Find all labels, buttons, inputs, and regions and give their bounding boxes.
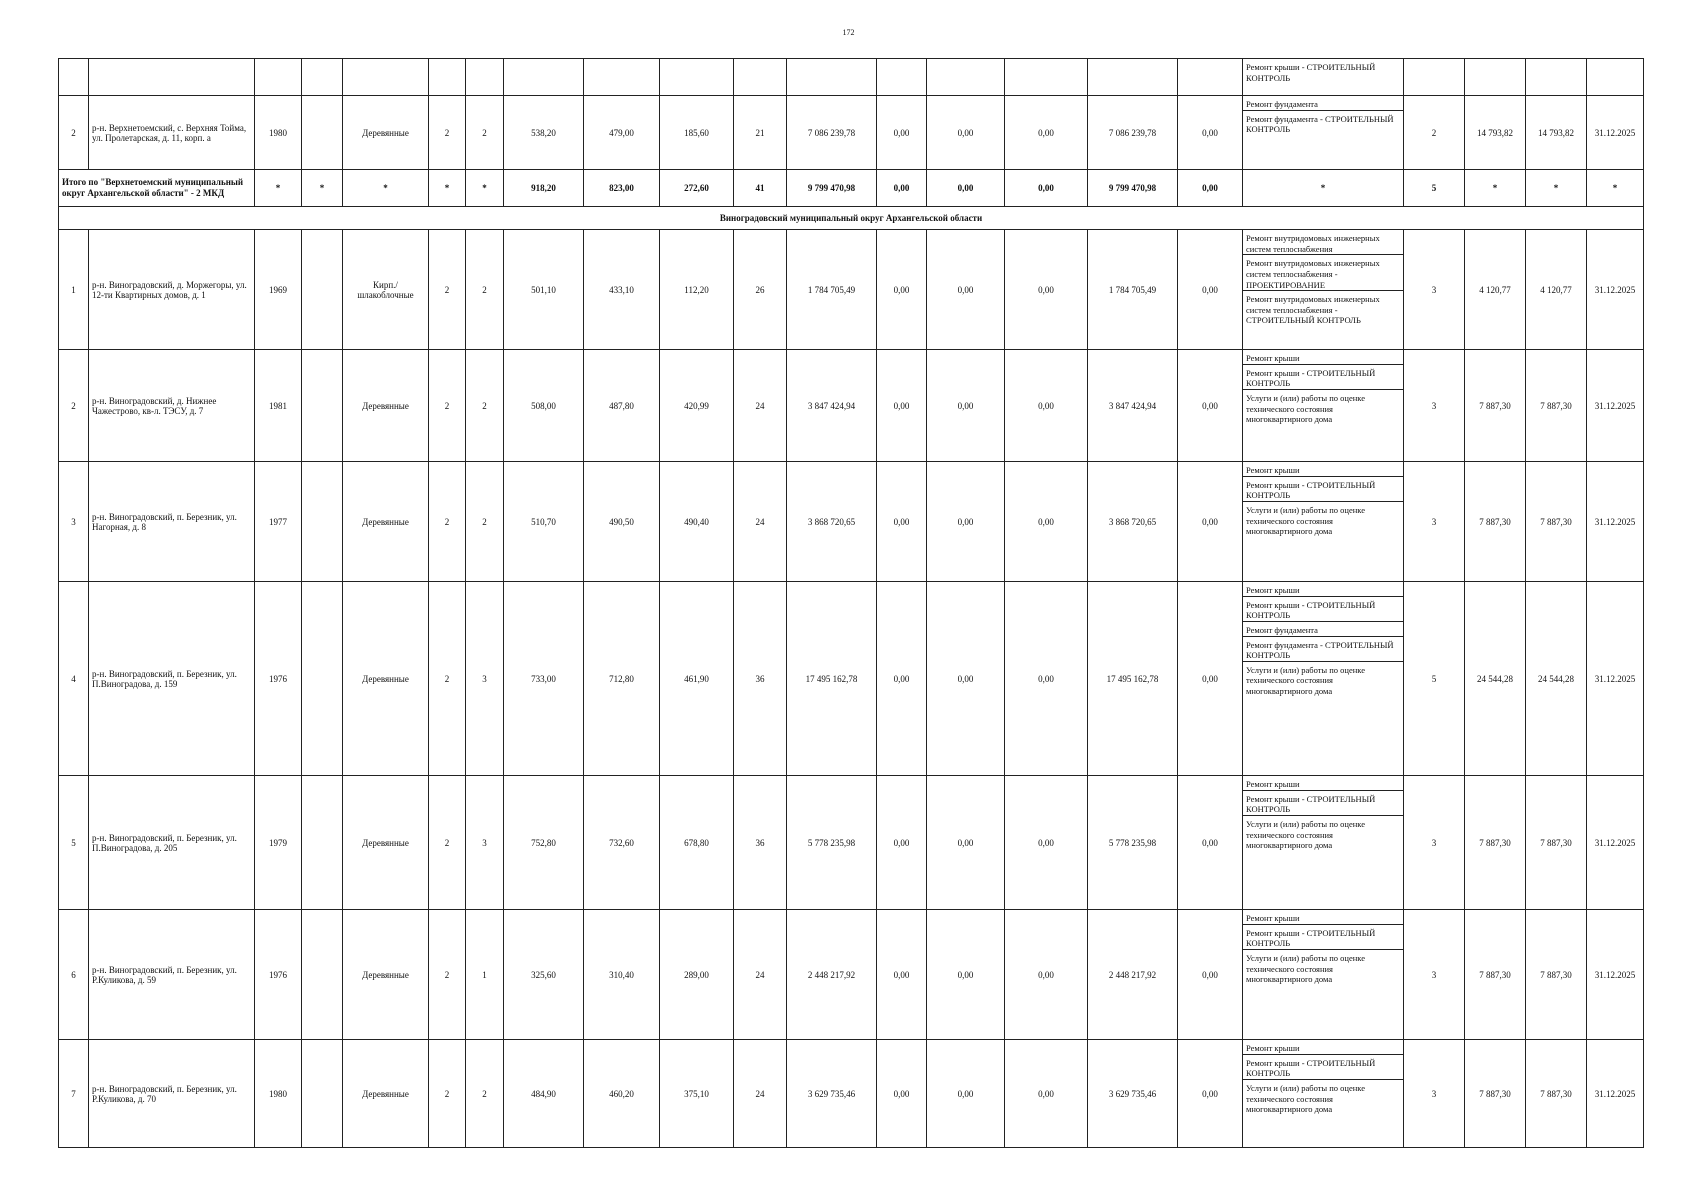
fund-other-cell: 0,00 <box>1178 582 1243 776</box>
max-cost-cell: 14 793,82 <box>1526 96 1587 170</box>
work-item: Ремонт фундамента - СТРОИТЕЛЬНЫЙ КОНТРОЛЬ <box>1243 637 1403 662</box>
area-total-cell: 325,60 <box>504 910 584 1040</box>
work-item: Ремонт внутридомовых инженерных систем теплоснабжения <box>1243 230 1403 255</box>
year-cell: 1977 <box>255 462 302 582</box>
entrances-cell: 2 <box>466 350 504 462</box>
works-count-cell: 3 <box>1404 776 1465 910</box>
row-number: 3 <box>59 462 89 582</box>
area-residential-cell: 420,99 <box>660 350 734 462</box>
work-item: Ремонт крыши - СТРОИТЕЛЬНЫЙ КОНТРОЛЬ <box>1243 477 1403 502</box>
work-item: Ремонт крыши <box>1243 350 1403 365</box>
area-living-cell: 490,50 <box>584 462 660 582</box>
area-living-cell: 433,10 <box>584 230 660 350</box>
unit-cost-cell: 7 887,30 <box>1465 776 1526 910</box>
cost-total-cell: 1 784 705,49 <box>787 230 877 350</box>
fund-owners-cell: 17 495 162,78 <box>1088 582 1178 776</box>
district-header: Виноградовский муниципальный округ Архангельской области <box>59 207 1644 230</box>
max-cost-cell: 7 887,30 <box>1526 462 1587 582</box>
work-item: Ремонт крыши - СТРОИТЕЛЬНЫЙ КОНТРОЛЬ <box>1246 62 1376 83</box>
work-item: Ремонт крыши - СТРОИТЕЛЬНЫЙ КОНТРОЛЬ <box>1243 791 1403 816</box>
address-cell: р-н. Виноградовский, п. Березник, ул. Р.Куликова, д. 59 <box>89 910 255 1040</box>
cost-total-cell: 17 495 162,78 <box>787 582 877 776</box>
fund-federal-cell: 0,00 <box>877 462 927 582</box>
year-cell: 1976 <box>255 910 302 1040</box>
address-cell: р-н. Виноградовский, п. Березник, ул. Нагорная, д. 8 <box>89 462 255 582</box>
capital-repair-table <box>58 58 1644 1148</box>
address-cell: р-н. Виноградовский, д. Нижнее Чажестрово, кв-л. ТЭСУ, д. 7 <box>89 350 255 462</box>
deadline-cell: 31.12.2025 <box>1587 776 1644 910</box>
work-item: Ремонт крыши - СТРОИТЕЛЬНЫЙ КОНТРОЛЬ <box>1243 1055 1403 1080</box>
work-item: Ремонт фундамента - СТРОИТЕЛЬНЫЙ КОНТРОЛЬ <box>1246 113 1394 135</box>
table-row <box>59 350 1644 462</box>
area-total-cell: 538,20 <box>504 96 584 170</box>
area-residential-cell: 678,80 <box>660 776 734 910</box>
wall-material-cell: Деревянные <box>343 910 429 1040</box>
fund-municipal-cell: 0,00 <box>1005 462 1088 582</box>
area-total-cell: 510,70 <box>504 462 584 582</box>
max-cost-cell: 7 887,30 <box>1526 1040 1587 1148</box>
works-count-cell: 3 <box>1404 462 1465 582</box>
works-count-cell: 2 <box>1404 96 1465 170</box>
cost-total-cell: 7 086 239,78 <box>787 96 877 170</box>
max-cost-cell: 24 544,28 <box>1526 582 1587 776</box>
fund-municipal-cell: 0,00 <box>1005 230 1088 350</box>
fund-other-cell: 0,00 <box>1178 776 1243 910</box>
area-total-cell: 508,00 <box>504 350 584 462</box>
area-total-cell: 733,00 <box>504 582 584 776</box>
deadline-cell: 31.12.2025 <box>1587 1040 1644 1148</box>
deadline-cell: 31.12.2025 <box>1587 96 1644 170</box>
table-row <box>59 59 1644 96</box>
floors-cell: 2 <box>429 910 466 1040</box>
unit-cost-cell: 7 887,30 <box>1465 910 1526 1040</box>
work-item: Ремонт крыши <box>1243 582 1403 597</box>
area-residential-cell: 185,60 <box>660 96 734 170</box>
work-item: Ремонт крыши <box>1243 1040 1403 1055</box>
unit-cost-cell: 7 887,30 <box>1465 350 1526 462</box>
row-number: 7 <box>59 1040 89 1148</box>
work-item: Услуги и (или) работы по оценке технического состояния многоквартирного дома <box>1246 818 1365 851</box>
entrances-cell: 1 <box>466 910 504 1040</box>
wall-material-cell: Деревянные <box>343 1040 429 1148</box>
fund-federal-cell: 0,00 <box>877 96 927 170</box>
cost-total-cell: 3 868 720,65 <box>787 462 877 582</box>
wall-material-cell: Деревянные <box>343 462 429 582</box>
residents-cell: 21 <box>734 96 787 170</box>
unit-cost-cell: 7 887,30 <box>1465 462 1526 582</box>
fund-regional-cell: 0,00 <box>927 96 1005 170</box>
district-header-row <box>59 207 1644 230</box>
residents-cell: 36 <box>734 582 787 776</box>
work-item: Ремонт крыши - СТРОИТЕЛЬНЫЙ КОНТРОЛЬ <box>1243 597 1403 622</box>
work-item: Услуги и (или) работы по оценке технического состояния многоквартирного дома <box>1246 952 1365 985</box>
deadline-cell: 31.12.2025 <box>1587 230 1644 350</box>
unit-cost-cell: 4 120,77 <box>1465 230 1526 350</box>
max-cost-cell: 7 887,30 <box>1526 910 1587 1040</box>
works-count-cell: 3 <box>1404 1040 1465 1148</box>
area-residential-cell: 112,20 <box>660 230 734 350</box>
total-star: * <box>466 170 504 207</box>
work-list <box>1243 350 1404 462</box>
fund-federal-cell: 0,00 <box>877 910 927 1040</box>
work-item: Ремонт фундамента <box>1243 96 1403 111</box>
residents-cell: 24 <box>734 1040 787 1148</box>
total-row <box>59 170 1644 207</box>
total-residents: 41 <box>734 170 787 207</box>
max-cost-cell: 4 120,77 <box>1526 230 1587 350</box>
cost-total-cell: 2 448 217,92 <box>787 910 877 1040</box>
entrances-cell: 3 <box>466 582 504 776</box>
work-item: Услуги и (или) работы по оценке технического состояния многоквартирного дома <box>1246 392 1365 425</box>
total-fund-federal: 0,00 <box>877 170 927 207</box>
fund-other-cell: 0,00 <box>1178 1040 1243 1148</box>
fund-federal-cell: 0,00 <box>877 1040 927 1148</box>
work-item: Ремонт крыши <box>1243 462 1403 477</box>
residents-cell: 26 <box>734 230 787 350</box>
address-cell: р-н. Верхнетоемский, с. Верхняя Тойма, ул. Пролетарская, д. 11, корп. а <box>89 96 255 170</box>
total-cost: 9 799 470,98 <box>787 170 877 207</box>
work-item: Ремонт крыши - СТРОИТЕЛЬНЫЙ КОНТРОЛЬ <box>1243 925 1403 950</box>
deadline-cell: 31.12.2025 <box>1587 350 1644 462</box>
page-number: 172 <box>842 28 855 37</box>
work-list <box>1243 776 1404 910</box>
fund-federal-cell: 0,00 <box>877 582 927 776</box>
work-list <box>1243 1040 1404 1148</box>
unit-cost-cell: 7 887,30 <box>1465 1040 1526 1148</box>
fund-owners-cell: 2 448 217,92 <box>1088 910 1178 1040</box>
residents-cell: 24 <box>734 910 787 1040</box>
work-item: Ремонт крыши <box>1243 910 1403 925</box>
work-list <box>1243 59 1404 96</box>
area-living-cell: 310,40 <box>584 910 660 1040</box>
fund-regional-cell: 0,00 <box>927 1040 1005 1148</box>
residents-cell: 24 <box>734 462 787 582</box>
works-count-cell: 5 <box>1404 582 1465 776</box>
total-area-total: 918,20 <box>504 170 584 207</box>
cost-total-cell: 3 629 735,46 <box>787 1040 877 1148</box>
fund-other-cell: 0,00 <box>1178 350 1243 462</box>
area-total-cell: 501,10 <box>504 230 584 350</box>
table-row <box>59 582 1644 776</box>
table-row <box>59 910 1644 1040</box>
wall-material-cell: Деревянные <box>343 582 429 776</box>
fund-other-cell: 0,00 <box>1178 96 1243 170</box>
total-works-count: 5 <box>1404 170 1465 207</box>
area-total-cell: 752,80 <box>504 776 584 910</box>
address-cell: р-н. Виноградовский, п. Березник, ул. П.Виноградова, д. 159 <box>89 582 255 776</box>
works-count-cell: 3 <box>1404 910 1465 1040</box>
work-list <box>1243 96 1404 170</box>
fund-municipal-cell: 0,00 <box>1005 96 1088 170</box>
year-cell: 1969 <box>255 230 302 350</box>
area-living-cell: 732,60 <box>584 776 660 910</box>
total-area-living: 823,00 <box>584 170 660 207</box>
total-star: * <box>1526 170 1587 207</box>
deadline-cell: 31.12.2025 <box>1587 910 1644 1040</box>
fund-federal-cell: 0,00 <box>877 230 927 350</box>
row-number: 2 <box>59 350 89 462</box>
fund-municipal-cell: 0,00 <box>1005 1040 1088 1148</box>
total-fund-regional: 0,00 <box>927 170 1005 207</box>
wall-material-cell: Кирп./ шлакоблочные <box>343 230 429 350</box>
total-fund-municipal: 0,00 <box>1005 170 1088 207</box>
table-row <box>59 462 1644 582</box>
deadline-cell: 31.12.2025 <box>1587 582 1644 776</box>
floors-cell: 2 <box>429 230 466 350</box>
fund-owners-cell: 1 784 705,49 <box>1088 230 1178 350</box>
total-label: Итого по "Верхнетоемский муниципальный округ Архангельской области" - 2 МКД <box>59 170 255 207</box>
fund-regional-cell: 0,00 <box>927 462 1005 582</box>
total-star: * <box>302 170 343 207</box>
work-item: Ремонт внутридомовых инженерных систем теплоснабжения - СТРОИТЕЛЬНЫЙ КОНТРОЛЬ <box>1246 294 1380 326</box>
total-star: * <box>1465 170 1526 207</box>
year-cell-2 <box>302 462 343 582</box>
floors-cell: 2 <box>429 350 466 462</box>
fund-owners-cell: 7 086 239,78 <box>1088 96 1178 170</box>
floors-cell: 2 <box>429 1040 466 1148</box>
fund-municipal-cell: 0,00 <box>1005 582 1088 776</box>
area-living-cell: 460,20 <box>584 1040 660 1148</box>
total-fund-owners: 9 799 470,98 <box>1088 170 1178 207</box>
year-cell-2 <box>302 582 343 776</box>
row-number: 2 <box>59 96 89 170</box>
year-cell-2 <box>302 230 343 350</box>
fund-regional-cell: 0,00 <box>927 910 1005 1040</box>
works-count-cell: 3 <box>1404 230 1465 350</box>
area-living-cell: 479,00 <box>584 96 660 170</box>
work-item: Услуги и (или) работы по оценке технического состояния многоквартирного дома <box>1246 1082 1365 1115</box>
fund-owners-cell: 3 629 735,46 <box>1088 1040 1178 1148</box>
work-list <box>1243 462 1404 582</box>
fund-regional-cell: 0,00 <box>927 582 1005 776</box>
floors-cell: 2 <box>429 776 466 910</box>
table-row <box>59 776 1644 910</box>
work-item: Ремонт фундамента <box>1243 622 1403 637</box>
entrances-cell: 2 <box>466 96 504 170</box>
total-fund-other: 0,00 <box>1178 170 1243 207</box>
address-cell: р-н. Виноградовский, п. Березник, ул. Р.Куликова, д. 70 <box>89 1040 255 1148</box>
row-number: 5 <box>59 776 89 910</box>
year-cell: 1980 <box>255 96 302 170</box>
area-living-cell: 712,80 <box>584 582 660 776</box>
fund-federal-cell: 0,00 <box>877 776 927 910</box>
area-total-cell: 484,90 <box>504 1040 584 1148</box>
works-count-cell: 3 <box>1404 350 1465 462</box>
fund-federal-cell: 0,00 <box>877 350 927 462</box>
work-item: Услуги и (или) работы по оценке технического состояния многоквартирного дома <box>1246 664 1365 696</box>
floors-cell: 2 <box>429 462 466 582</box>
table-row <box>59 230 1644 350</box>
unit-cost-cell: 14 793,82 <box>1465 96 1526 170</box>
year-cell: 1980 <box>255 1040 302 1148</box>
total-area-residential: 272,60 <box>660 170 734 207</box>
table-row <box>59 96 1644 170</box>
fund-municipal-cell: 0,00 <box>1005 910 1088 1040</box>
work-list <box>1243 582 1404 776</box>
table-row <box>59 1040 1644 1148</box>
work-list <box>1243 230 1404 350</box>
year-cell-2 <box>302 96 343 170</box>
area-residential-cell: 461,90 <box>660 582 734 776</box>
wall-material-cell: Деревянные <box>343 350 429 462</box>
fund-regional-cell: 0,00 <box>927 230 1005 350</box>
total-star: * <box>1243 170 1404 207</box>
year-cell: 1981 <box>255 350 302 462</box>
fund-owners-cell: 5 778 235,98 <box>1088 776 1178 910</box>
fund-other-cell: 0,00 <box>1178 462 1243 582</box>
work-item: Ремонт внутридомовых инженерных систем теплоснабжения - ПРОЕКТИРОВАНИЕ <box>1243 255 1403 291</box>
residents-cell: 24 <box>734 350 787 462</box>
floors-cell: 2 <box>429 96 466 170</box>
work-list <box>1243 910 1404 1040</box>
max-cost-cell: 7 887,30 <box>1526 350 1587 462</box>
year-cell: 1976 <box>255 582 302 776</box>
area-residential-cell: 490,40 <box>660 462 734 582</box>
cost-total-cell: 5 778 235,98 <box>787 776 877 910</box>
year-cell-2 <box>302 350 343 462</box>
total-star: * <box>429 170 466 207</box>
total-star: * <box>343 170 429 207</box>
fund-municipal-cell: 0,00 <box>1005 350 1088 462</box>
fund-other-cell: 0,00 <box>1178 910 1243 1040</box>
deadline-cell: 31.12.2025 <box>1587 462 1644 582</box>
row-number: 1 <box>59 230 89 350</box>
address-cell: р-н. Виноградовский, п. Березник, ул. П.Виноградова, д. 205 <box>89 776 255 910</box>
unit-cost-cell: 24 544,28 <box>1465 582 1526 776</box>
fund-owners-cell: 3 847 424,94 <box>1088 350 1178 462</box>
year-cell-2 <box>302 910 343 1040</box>
year-cell: 1979 <box>255 776 302 910</box>
work-item: Ремонт крыши <box>1243 776 1403 791</box>
total-star: * <box>1587 170 1644 207</box>
address-cell: р-н. Виноградовский, д. Моржегоры, ул. 12-ти Квартирных домов, д. 1 <box>89 230 255 350</box>
fund-regional-cell: 0,00 <box>927 350 1005 462</box>
work-item: Ремонт крыши - СТРОИТЕЛЬНЫЙ КОНТРОЛЬ <box>1243 365 1403 390</box>
row-number: 4 <box>59 582 89 776</box>
wall-material-cell: Деревянные <box>343 776 429 910</box>
area-living-cell: 487,80 <box>584 350 660 462</box>
cost-total-cell: 3 847 424,94 <box>787 350 877 462</box>
area-residential-cell: 375,10 <box>660 1040 734 1148</box>
total-star: * <box>255 170 302 207</box>
entrances-cell: 2 <box>466 462 504 582</box>
fund-owners-cell: 3 868 720,65 <box>1088 462 1178 582</box>
entrances-cell: 2 <box>466 230 504 350</box>
fund-municipal-cell: 0,00 <box>1005 776 1088 910</box>
wall-material-cell: Деревянные <box>343 96 429 170</box>
entrances-cell: 2 <box>466 1040 504 1148</box>
residents-cell: 36 <box>734 776 787 910</box>
floors-cell: 2 <box>429 582 466 776</box>
max-cost-cell: 7 887,30 <box>1526 776 1587 910</box>
fund-regional-cell: 0,00 <box>927 776 1005 910</box>
year-cell-2 <box>302 776 343 910</box>
fund-other-cell: 0,00 <box>1178 230 1243 350</box>
entrances-cell: 3 <box>466 776 504 910</box>
row-number: 6 <box>59 910 89 1040</box>
work-item: Услуги и (или) работы по оценке технического состояния многоквартирного дома <box>1246 504 1365 537</box>
area-residential-cell: 289,00 <box>660 910 734 1040</box>
year-cell-2 <box>302 1040 343 1148</box>
